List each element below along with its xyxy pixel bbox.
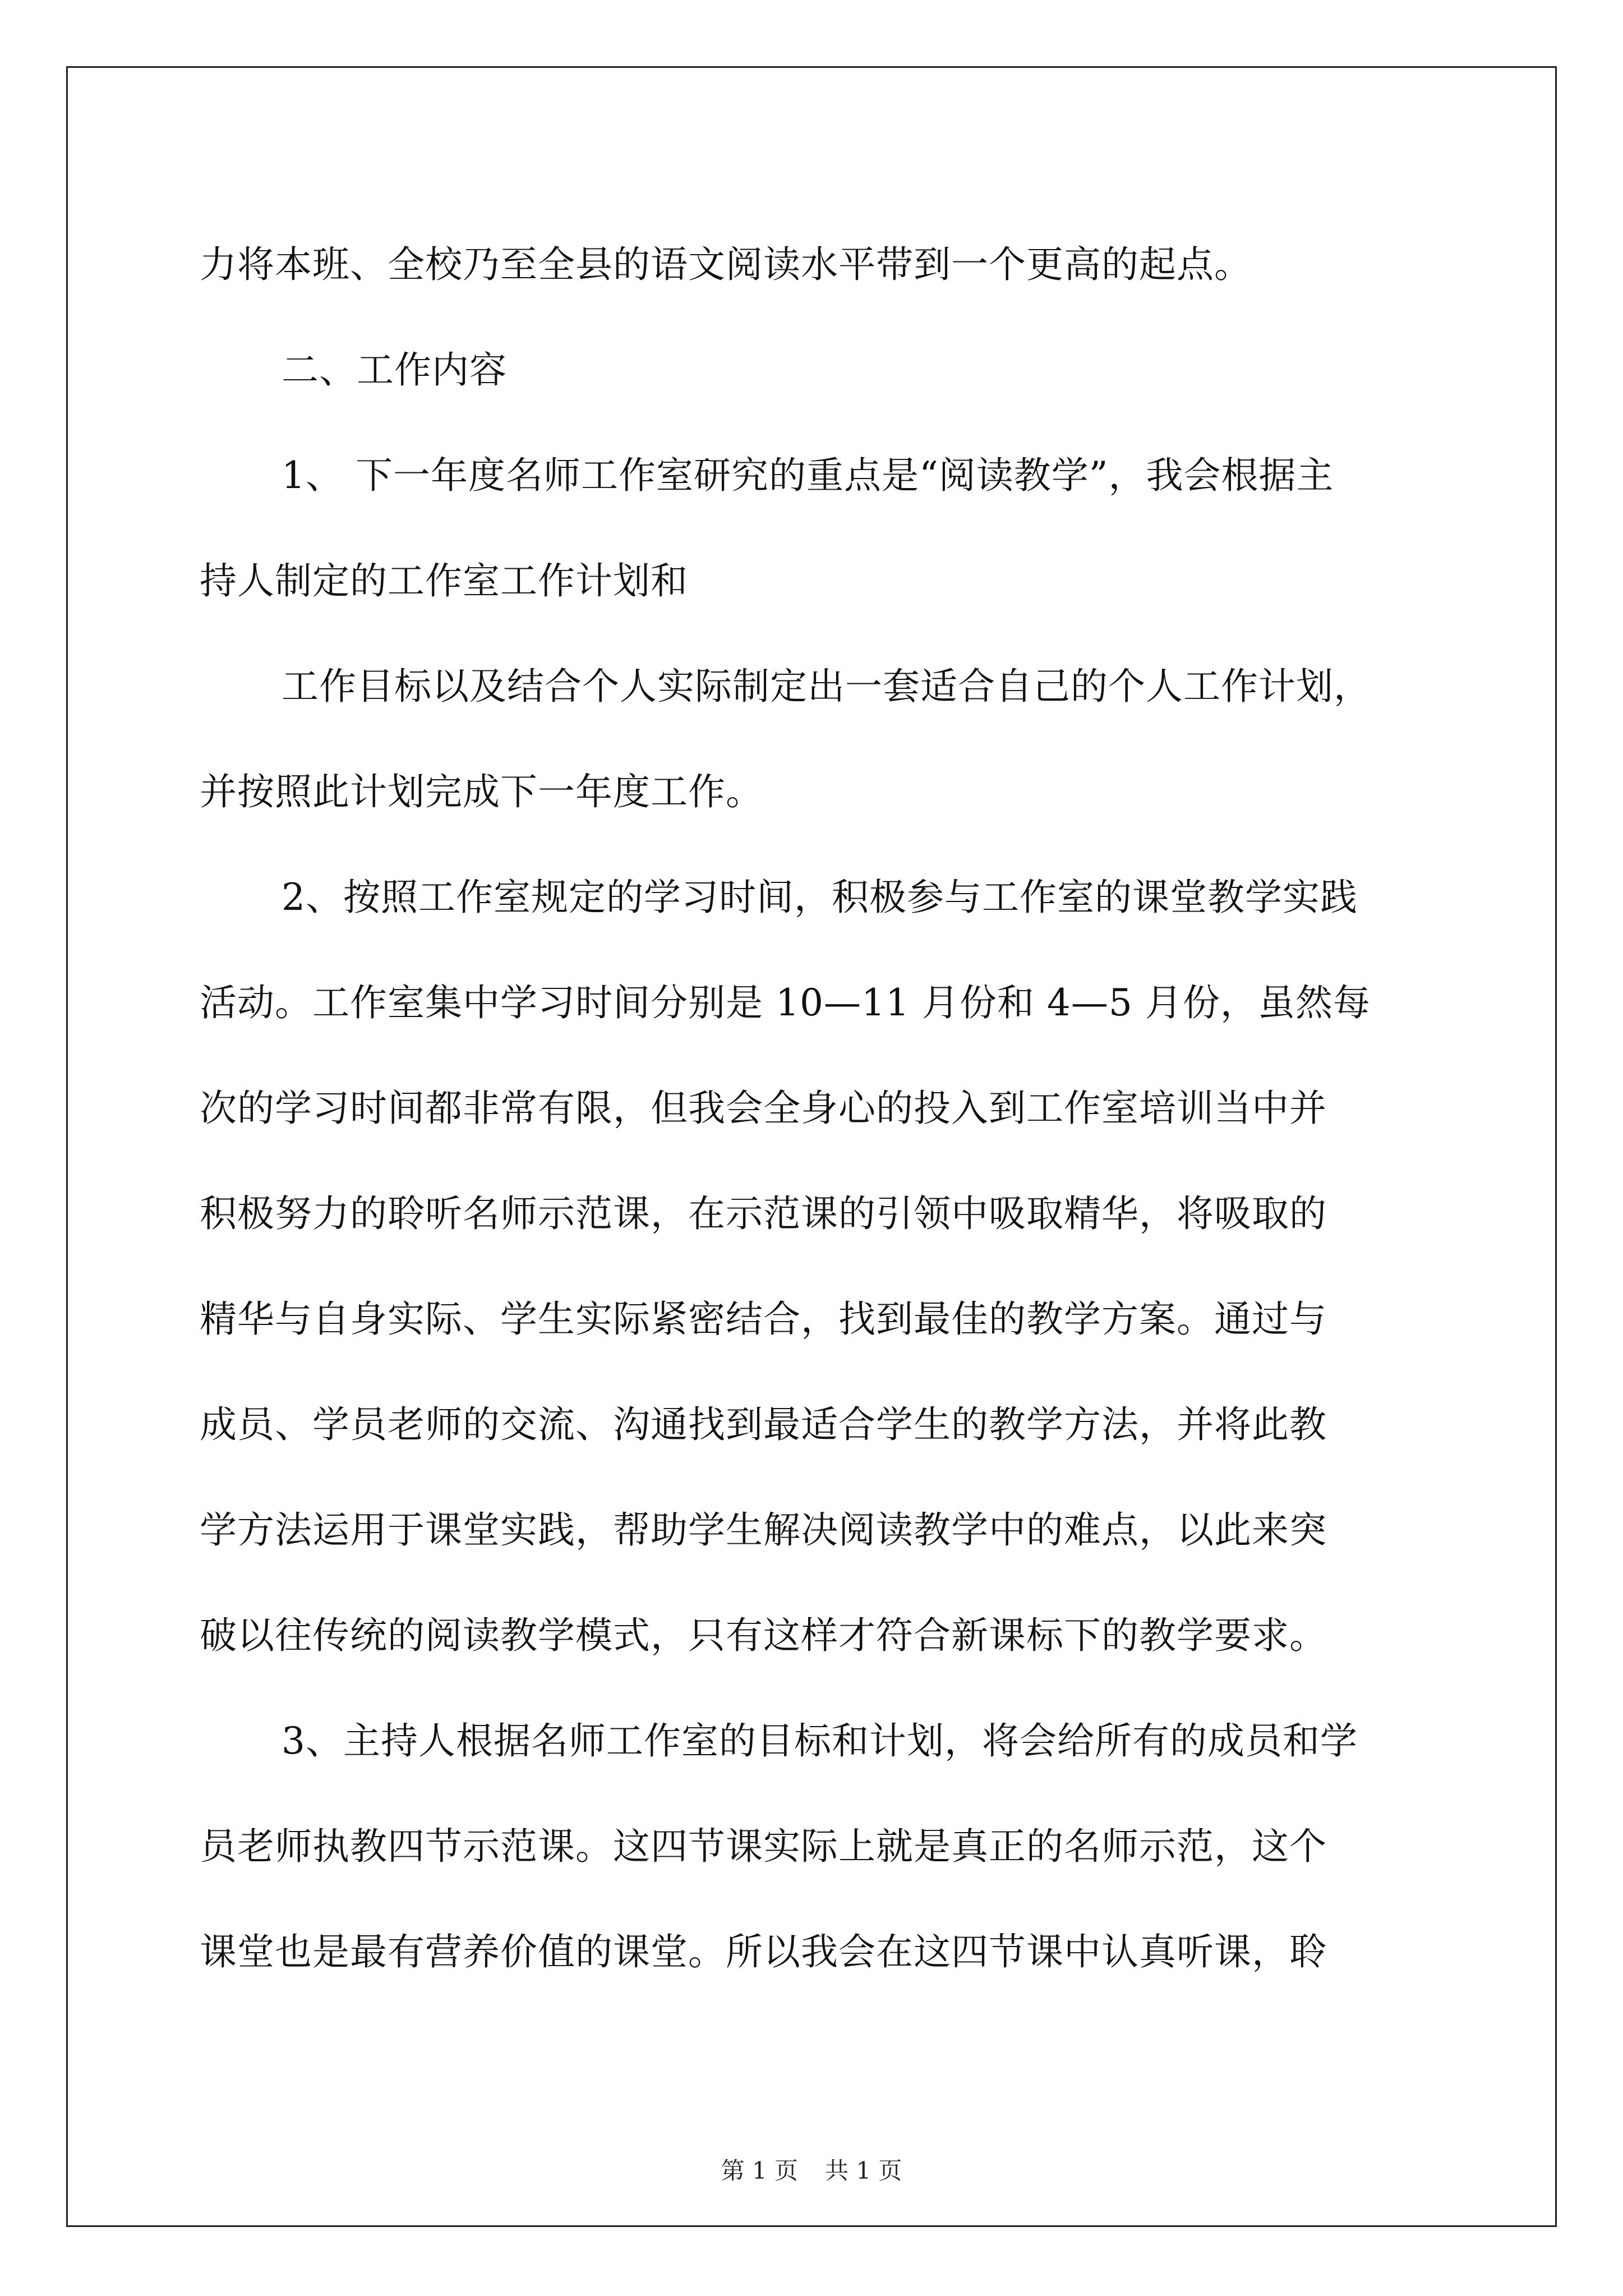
text-line: 破以往传统的阅读教学模式，只有这样才符合新课标下的教学要求。	[200, 1614, 1327, 1657]
text-line: 3、主持人根据名师工作室的目标和计划，将会给所有的成员和学	[282, 1719, 1358, 1763]
text-line: 1、 下一年度名师工作室研究的重点是“阅读教学”，我会根据主	[282, 454, 1334, 497]
text-line: 学方法运用于课堂实践，帮助学生解决阅读教学中的难点，以此来突	[200, 1508, 1327, 1552]
text-line: 积极努力的聆听名师示范课，在示范课的引领中吸取精华，将吸取的	[200, 1192, 1327, 1235]
text-line: 课堂也是最有营养价值的课堂。所以我会在这四节课中认真听课，聆	[200, 1930, 1327, 1973]
text-line: 持人制定的工作室工作计划和	[200, 559, 688, 602]
text-line: 员老师执教四节示范课。这四节课实际上就是真正的名师示范，这个	[200, 1825, 1327, 1868]
text-line: 力将本班、全校乃至全县的语文阅读水平带到一个更高的起点。	[200, 243, 1252, 286]
page-footer	[0, 2154, 1623, 2188]
document-body	[200, 212, 1433, 2005]
page-number: 第 1 页	[721, 2157, 798, 2184]
page-total: 共 1 页	[825, 2157, 902, 2184]
text-line: 次的学习时间都非常有限，但我会全身心的投入到工作室培训当中并	[200, 1087, 1327, 1130]
text-line: 2、按照工作室规定的学习时间，积极参与工作室的课堂教学实践	[282, 876, 1358, 919]
text-line: 活动。工作室集中学习时间分别是 10—11 月份和 4—5 月份，虽然每	[200, 981, 1371, 1024]
text-line: 并按照此计划完成下一年度工作。	[200, 770, 763, 813]
text-line: 工作目标以及结合个人实际制定出一套适合自己的个人工作计划，	[282, 665, 1371, 708]
text-line: 成员、学员老师的交流、沟通找到最适合学生的教学方法，并将此教	[200, 1403, 1327, 1446]
text-line: 精华与自身实际、学生实际紧密结合，找到最佳的教学方案。通过与	[200, 1297, 1327, 1341]
section-heading: 二、工作内容	[282, 348, 507, 392]
